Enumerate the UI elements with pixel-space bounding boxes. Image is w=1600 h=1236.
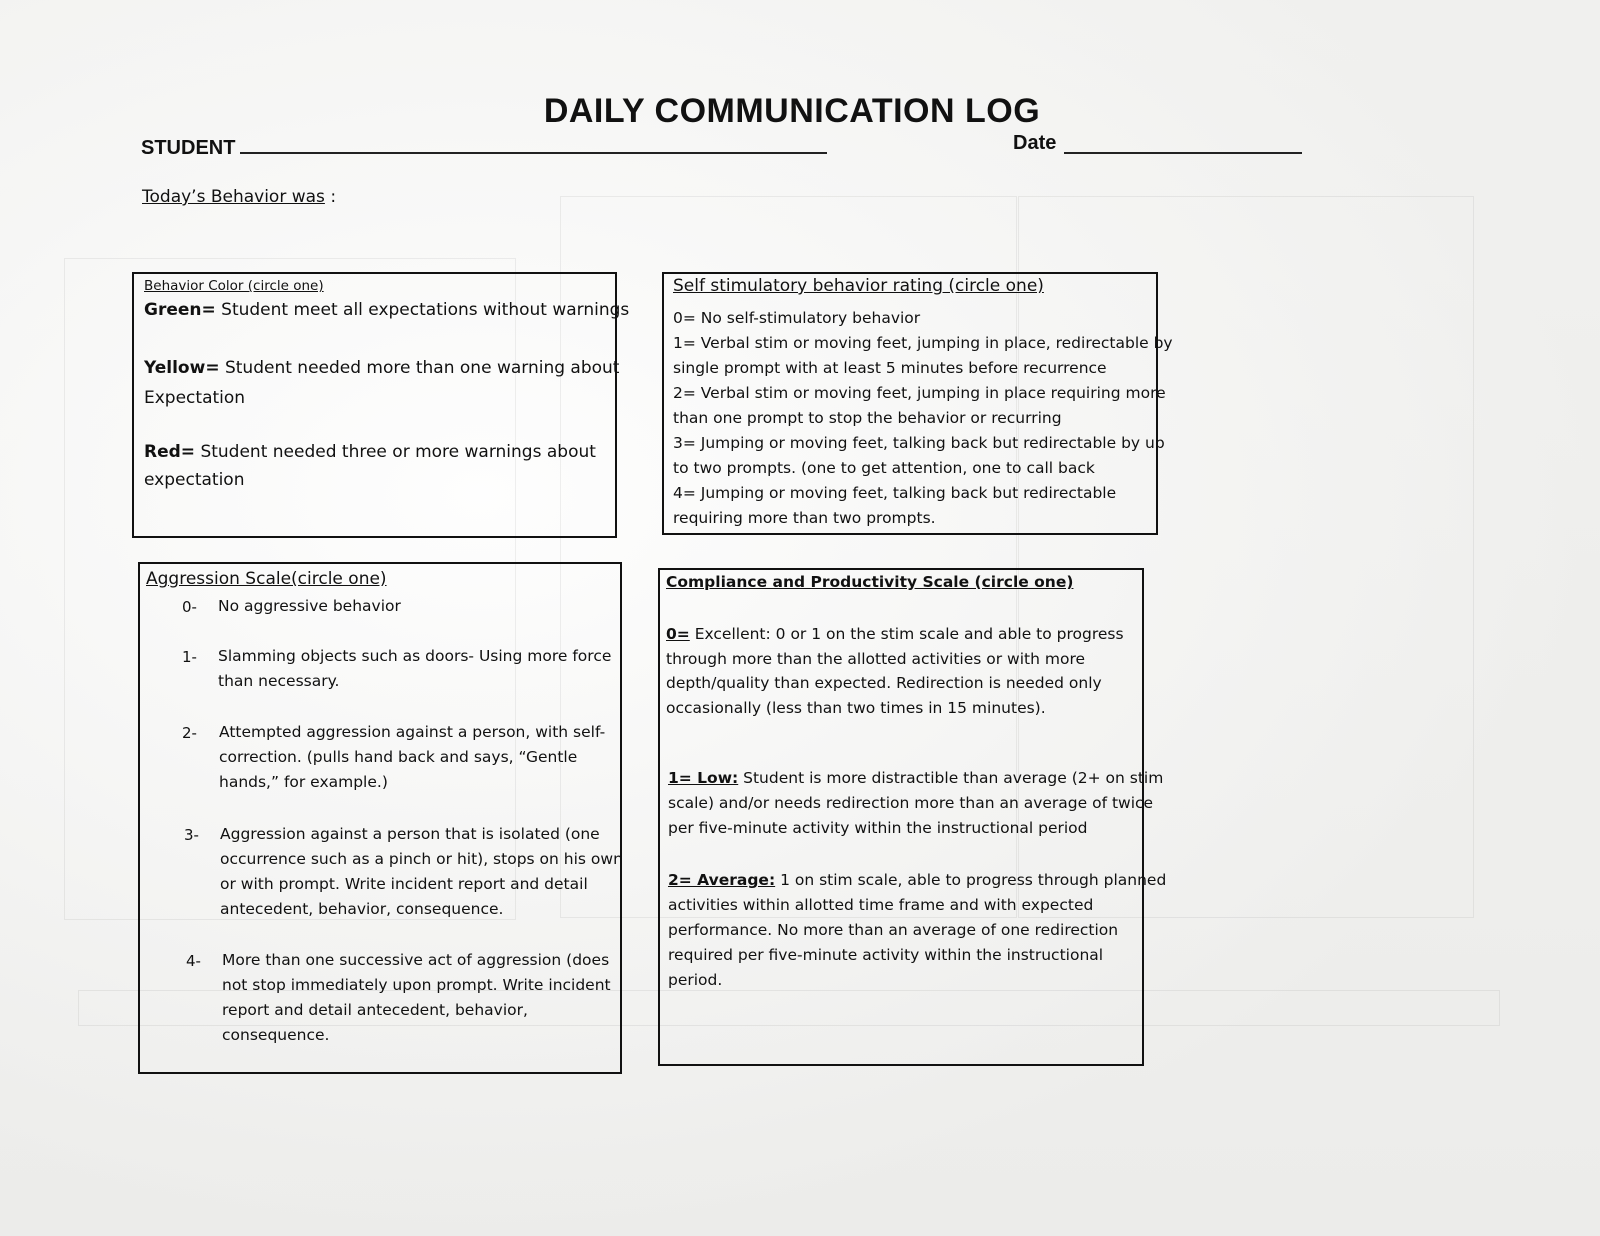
aggression-item-cont: than necessary. (218, 672, 340, 690)
aggression-num: 4- (186, 952, 201, 970)
green-option[interactable]: Green= Student meet all expectations without warnings (144, 300, 630, 320)
aggression-item-cont: not stop immediately upon prompt. Write incident (222, 976, 611, 994)
compliance-item-cont: occasionally (less than two times in 15 minutes). (666, 699, 1046, 717)
aggression-item-cont: consequence. (222, 1026, 330, 1044)
compliance-item[interactable]: 0= Excellent: 0 or 1 on the stim scale and able to progress (666, 625, 1124, 643)
aggression-num: 0- (182, 598, 197, 616)
aggression-item[interactable]: Attempted aggression against a person, with self- (219, 723, 606, 741)
yellow-option-line2: Expectation (144, 388, 246, 408)
aggression-item[interactable]: No aggressive behavior (218, 597, 401, 615)
aggression-item-cont: or with prompt. Write incident report and detail (220, 875, 588, 893)
self-stim-box (662, 272, 1173, 535)
self-stim-line[interactable]: 4= Jumping or moving feet, talking back but redirectable (673, 484, 1117, 502)
aggression-item-cont: antecedent, behavior, consequence. (220, 900, 504, 918)
self-stim-line[interactable]: 3= Jumping or moving feet, talking back but redirectable by up (673, 434, 1165, 452)
compliance-item-cont: performance. No more than an average of one redirection (668, 921, 1119, 939)
aggression-box (138, 562, 622, 1074)
self-stim-line[interactable]: 2= Verbal stim or moving feet, jumping in place requiring more (673, 384, 1166, 402)
red-option[interactable]: Red= Student needed three or more warnings about (144, 442, 596, 462)
yellow-option[interactable]: Yellow= Student needed more than one warning about (144, 358, 620, 378)
compliance-item-cont: activities within allotted time frame and with expected (668, 896, 1094, 914)
behavior-prompt: Today’s Behavior was : (142, 187, 337, 207)
aggression-num: 2- (182, 724, 197, 742)
aggression-item[interactable]: Aggression against a person that is isolated (one (220, 825, 600, 843)
aggression-item-cont: hands,” for example.) (219, 773, 388, 791)
compliance-item-cont: period. (668, 971, 723, 989)
aggression-item-cont: report and detail antecedent, behavior, (222, 1001, 528, 1019)
self-stim-line[interactable]: 0= No self-stimulatory behavior (673, 309, 921, 327)
date-label: Date (1013, 132, 1057, 154)
self-stim-line[interactable]: 1= Verbal stim or moving feet, jumping in place, redirectable by (673, 334, 1173, 352)
aggression-item-cont: correction. (pulls hand back and says, “Gentle (219, 748, 578, 766)
compliance-item[interactable]: 2= Average: 1 on stim scale, able to progress through planned (668, 871, 1167, 889)
compliance-box (658, 568, 1167, 1066)
compliance-item-cont: depth/quality than expected. Redirection is needed only (666, 674, 1102, 692)
aggression-num: 3- (184, 826, 199, 844)
self-stim-line: requiring more than two prompts. (673, 509, 936, 527)
aggression-item-cont: occurrence such as a pinch or hit), stops on his own (220, 850, 623, 868)
red-option-line2: expectation (144, 470, 245, 490)
compliance-title: Compliance and Productivity Scale (circle one) (666, 573, 1074, 591)
self-stim-line: single prompt with at least 5 minutes before recurrence (673, 359, 1107, 377)
page-title: DAILY COMMUNICATION LOG (543, 92, 1041, 130)
compliance-item-cont: scale) and/or needs redirection more than an average of twice (668, 794, 1154, 812)
behavior-color-box (132, 272, 630, 538)
date-line[interactable] (1064, 152, 1302, 154)
student-line[interactable] (240, 152, 827, 154)
compliance-item-cont: through more than the allotted activities or with more (666, 650, 1086, 668)
compliance-item-cont: required per five-minute activity within the instructional (668, 946, 1104, 964)
self-stim-line: than one prompt to stop the behavior or recurring (673, 409, 1062, 427)
compliance-item-cont: per five-minute activity within the instructional period (668, 819, 1088, 837)
self-stim-title: Self stimulatory behavior rating (circle one) (673, 276, 1044, 296)
behavior-color-title: Behavior Color (circle one) (144, 278, 324, 294)
student-label: STUDENT (141, 137, 236, 159)
aggression-item[interactable]: Slamming objects such as doors- Using more force (218, 647, 612, 665)
aggression-num: 1- (182, 648, 197, 666)
self-stim-line: to two prompts. (one to get attention, one to call back (673, 459, 1095, 477)
aggression-item[interactable]: More than one successive act of aggression (does (222, 951, 610, 969)
compliance-item[interactable]: 1= Low: Student is more distractible than average (2+ on stim (668, 769, 1164, 787)
aggression-title: Aggression Scale(circle one) (146, 569, 387, 589)
